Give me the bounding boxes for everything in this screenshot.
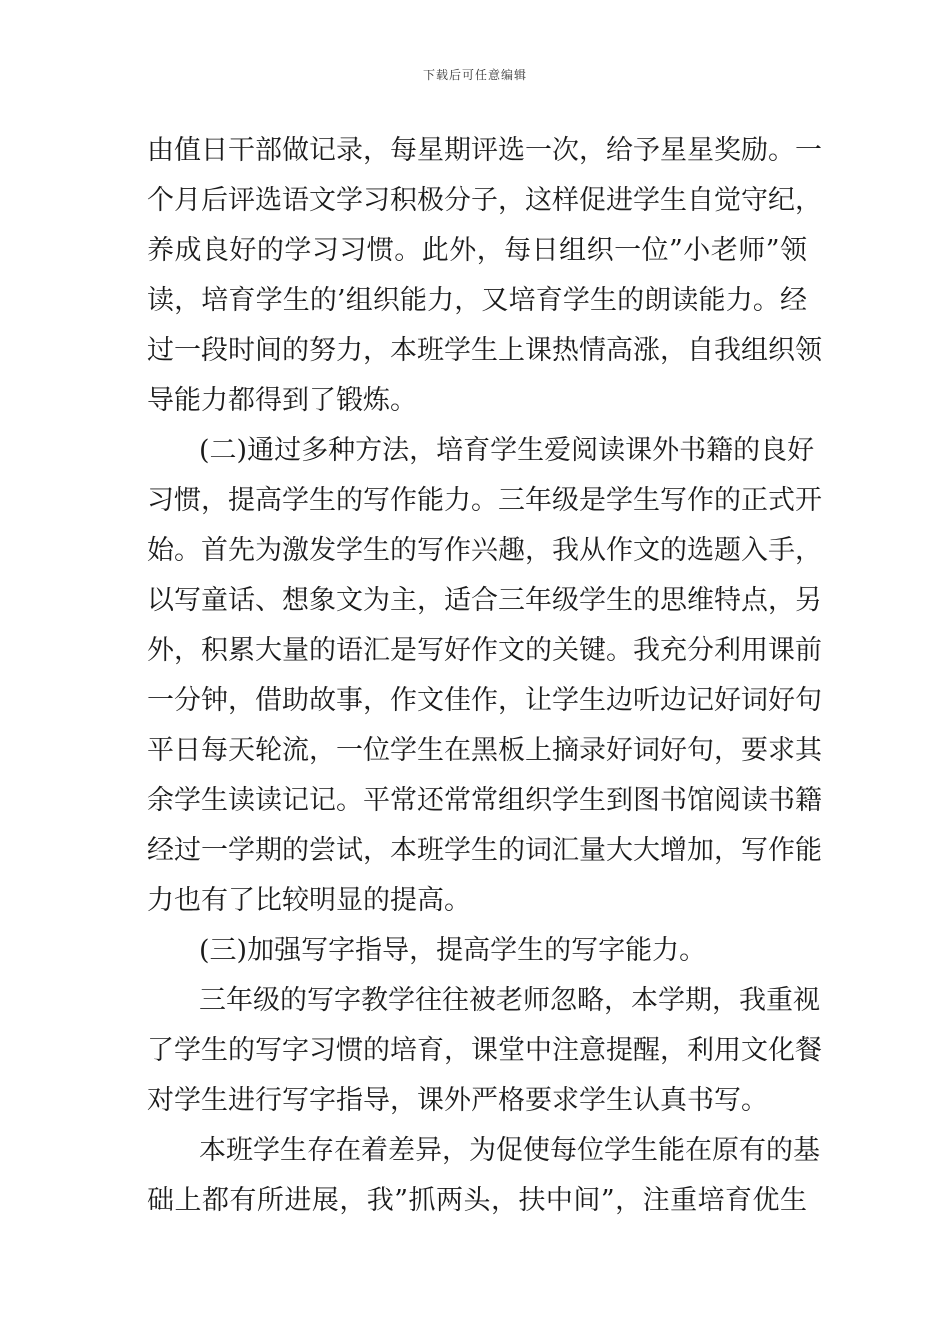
section-heading-3: (三)加强写字指导，提高学生的写字能力。 [199, 935, 707, 966]
body-line: 读，培育学生的’组织能力，又培育学生的朗读能力。经 [147, 285, 807, 316]
body-line: 始。首先为激发学生的写作兴趣，我从作文的选题入手， [147, 535, 822, 566]
page-header: 下载后可任意编辑 [422, 68, 527, 82]
body-line: 由值日干部做记录，每星期评选一次，给予星星奖励。一 [147, 135, 822, 166]
body-line: 养成良好的学习习惯。此外，每日组织一位”小老师”领 [147, 235, 807, 266]
body-line: 平日每天轮流，一位学生在黑板上摘录好词好句，要求其 [147, 735, 822, 766]
section-heading-2: (二)通过多种方法，培育学生爱阅读课外书籍的良好 [199, 435, 815, 466]
body-line: 个月后评选语文学习积极分子，这样促进学生自觉守纪， [147, 185, 822, 216]
body-line: 以写童话、想象文为主，适合三年级学生的思维特点，另 [147, 585, 822, 616]
body-line: 本班学生存在着差异，为促使每位学生能在原有的基 [199, 1135, 820, 1166]
body-line: 一分钟，借助故事，作文佳作，让学生边听边记好词好句 [147, 685, 822, 716]
body-line: 导能力都得到了锻炼。 [147, 385, 417, 416]
body-line: 三年级的写字教学往往被老师忽略，本学期，我重视 [199, 985, 820, 1016]
body-line: 经过一学期的尝试，本班学生的词汇量大大增加，写作能 [147, 835, 822, 866]
body-line: 外，积累大量的语汇是写好作文的关键。我充分利用课前 [147, 635, 822, 666]
body-line: 础上都有所进展，我”抓两头，扶中间”，注重培育优生 [147, 1185, 807, 1216]
body-line: 习惯，提高学生的写作能力。三年级是学生写作的正式开 [147, 485, 822, 516]
body-line: 过一段时间的努力，本班学生上课热情高涨，自我组织领 [147, 335, 822, 366]
body-line: 对学生进行写字指导，课外严格要求学生认真书写。 [147, 1085, 768, 1116]
body-line: 余学生读读记记。平常还常常组织学生到图书馆阅读书籍 [147, 785, 822, 816]
body-line: 力也有了比较明显的提高。 [147, 885, 471, 916]
body-line: 了学生的写字习惯的培育，课堂中注意提醒，利用文化餐 [147, 1035, 822, 1066]
